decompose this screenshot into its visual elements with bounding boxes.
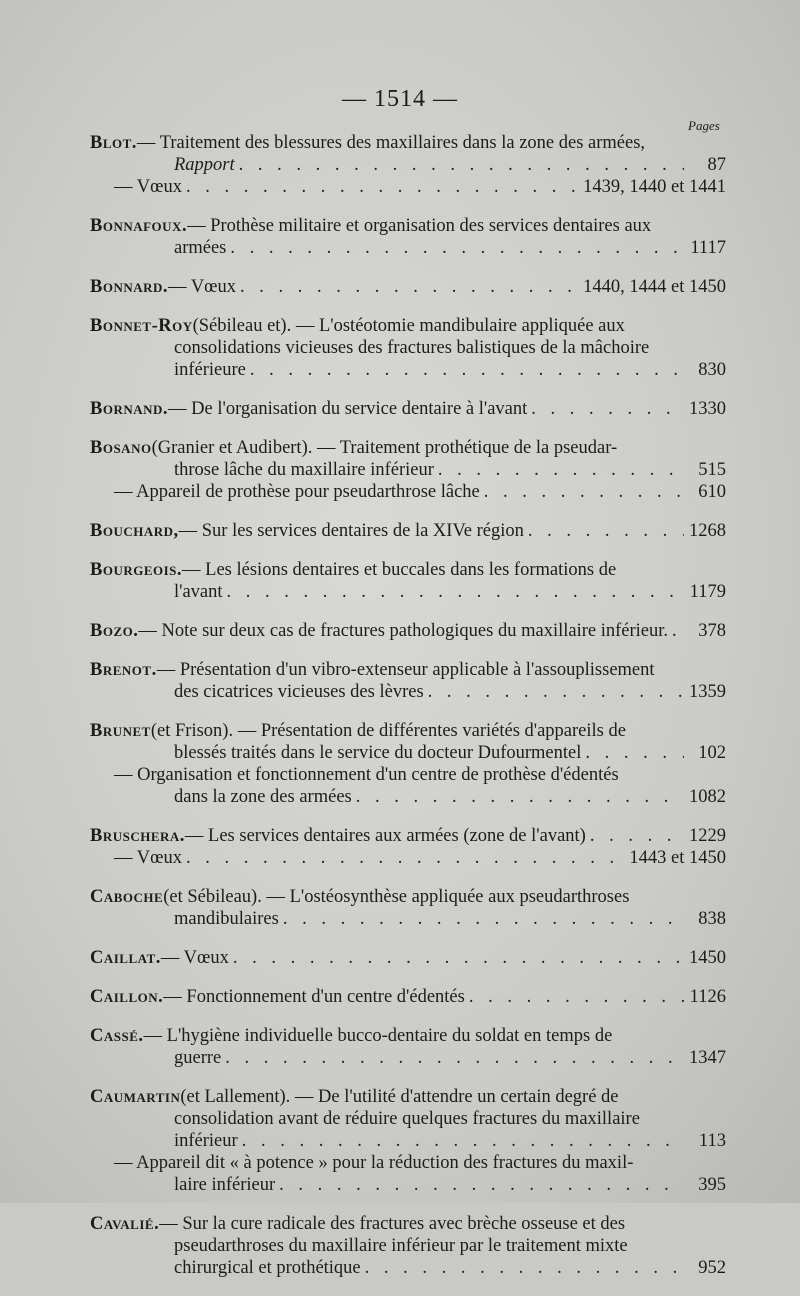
entry-line (90, 720, 726, 742)
entry-text: armées (174, 238, 227, 258)
entry-text: — De l'organisation du service dentaire à l'avant (168, 399, 528, 419)
entry-author: Bosano (90, 438, 152, 458)
entry-page-number: 1082 (689, 787, 726, 807)
index-entry (90, 947, 726, 969)
entry-page-number: 838 (698, 909, 726, 929)
entry-page-number: 515 (698, 460, 726, 480)
entry-page-number: 395 (698, 1175, 726, 1195)
index-entry (90, 215, 726, 259)
entry-page-number: 87 (707, 155, 726, 175)
dot-leader (242, 1130, 684, 1152)
entry-page-number: 1439, 1440 et 1441 (583, 177, 726, 197)
entry-text: — Appareil de prothèse pour pseudarthrose lâche (114, 482, 480, 502)
index-entry (90, 659, 726, 703)
dot-leader (484, 481, 684, 503)
index-entry (90, 437, 726, 503)
entry-author: Brunet (90, 721, 151, 741)
entry-line (90, 437, 726, 459)
entry-text: Rapport (174, 155, 235, 175)
entry-text: blessés traités dans le service du docteur Dufourmentel (174, 743, 582, 763)
entry-text: — Présentation d'un vibro-extenseur applicable à l'assouplissement (156, 660, 655, 680)
entry-line (90, 786, 726, 808)
entry-line (90, 1213, 726, 1235)
entry-text: (et Frison). — Présentation de différentes variétés d'appareils de (150, 721, 626, 741)
dot-leader (672, 620, 684, 642)
entry-page-number: 1179 (689, 582, 726, 602)
index-entries (90, 132, 726, 1296)
dot-leader (186, 847, 625, 869)
entry-line (90, 176, 726, 198)
entry-text: (Sébileau et). — L'ostéotomie mandibulaire appliquée aux (192, 316, 625, 336)
entry-text: — Traitement des blessures des maxillaires dans la zone des armées, (136, 133, 646, 153)
entry-page-number: 1347 (689, 1048, 726, 1068)
entry-text: throse lâche du maxillaire inférieur (174, 460, 434, 480)
entry-text: — L'hygiène individuelle bucco-dentaire du soldat en temps de (143, 1026, 613, 1046)
entry-line (90, 276, 726, 298)
entry-author: Caumartin (90, 1087, 181, 1107)
entry-author: Bonnard. (90, 277, 169, 297)
index-entry (90, 620, 726, 642)
entry-page-number: 1229 (689, 826, 726, 846)
entry-line (90, 237, 726, 259)
entry-text: — Sur la cure radicale des fractures avec brèche osseuse et des (159, 1214, 626, 1234)
entry-author: Bonnet-Roy (90, 316, 193, 336)
entry-text: pseudarthroses du maxillaire inférieur par le traitement mixte (174, 1236, 628, 1256)
dot-leader (239, 154, 684, 176)
index-entry (90, 1086, 726, 1196)
entry-line (90, 1235, 726, 1257)
entry-page-number: 1443 et 1450 (629, 848, 726, 868)
entry-line (90, 154, 726, 176)
entry-text: — Fonctionnement d'un centre d'édentés (163, 987, 465, 1007)
entry-text: consolidation avant de réduire quelques fractures du maxillaire (174, 1109, 640, 1129)
entry-text: — Vœux (114, 177, 183, 197)
entry-text: — Prothèse militaire et organisation des services dentaires aux (187, 216, 652, 236)
dot-leader (225, 1047, 684, 1069)
entry-text: — Vœux (160, 948, 229, 968)
entry-page-number: 1440, 1444 et 1450 (583, 277, 726, 297)
entry-page-number: 1359 (689, 682, 726, 702)
dot-leader (356, 786, 684, 808)
dot-leader (531, 398, 684, 420)
entry-line (90, 659, 726, 681)
entry-text: laire inférieur (174, 1175, 276, 1195)
entry-line (90, 215, 726, 237)
entry-author: Bozo. (90, 621, 139, 641)
entry-text: (et Lallement). — De l'utilité d'attendre un certain degré de (180, 1087, 619, 1107)
entry-author: Blot. (90, 133, 137, 153)
entry-author: Bonnafoux. (90, 216, 188, 236)
entry-line (90, 1130, 726, 1152)
index-entry (90, 398, 726, 420)
entry-line (90, 764, 726, 786)
index-entry (90, 276, 726, 298)
entry-line (90, 520, 726, 542)
entry-text: guerre (174, 1048, 222, 1068)
dot-leader (283, 908, 684, 930)
dot-leader (230, 237, 684, 259)
index-entry (90, 886, 726, 930)
entry-line (90, 1108, 726, 1130)
entry-text: — Vœux (168, 277, 237, 297)
dot-leader (186, 176, 579, 198)
entry-line (90, 847, 726, 869)
entry-line (90, 986, 726, 1008)
entry-author: Caillon. (90, 987, 164, 1007)
entry-author: Bouchard, (90, 521, 179, 541)
entry-text: dans la zone des armées (174, 787, 352, 807)
entry-page-number: 610 (698, 482, 726, 502)
dot-leader (279, 1174, 684, 1196)
dot-leader (585, 742, 684, 764)
entry-text: — Organisation et fonctionnement d'un centre de prothèse d'édentés (114, 765, 619, 785)
dot-leader (438, 459, 684, 481)
dot-leader (233, 947, 684, 969)
index-entry (90, 720, 726, 808)
entry-line (90, 559, 726, 581)
entry-page-number: 113 (698, 1131, 726, 1151)
entry-text: — Vœux (114, 848, 183, 868)
entry-author: Bourgeois. (90, 560, 183, 580)
entry-text: — Sur les services dentaires de la XIVe région (178, 521, 524, 541)
entry-line (90, 908, 726, 930)
index-entry (90, 559, 726, 603)
entry-line (90, 398, 726, 420)
entry-line (90, 1174, 726, 1196)
entry-text: chirurgical et prothétique (174, 1258, 361, 1278)
entry-author: Caillat. (90, 948, 161, 968)
entry-author: Caboche (90, 887, 164, 907)
entry-line (90, 947, 726, 969)
dot-leader (469, 986, 684, 1008)
entry-line (90, 1047, 726, 1069)
entry-page-number: 378 (698, 621, 726, 641)
entry-line (90, 337, 726, 359)
entry-line (90, 581, 726, 603)
entry-page-number: 952 (698, 1258, 726, 1278)
entry-author: Bruschera. (90, 826, 185, 846)
dot-leader (590, 825, 684, 847)
entry-author: Cavalié. (90, 1214, 160, 1234)
entry-page-number: 1117 (690, 238, 726, 258)
entry-text: des cicatrices vicieuses des lèvres (174, 682, 424, 702)
entry-line (90, 132, 726, 154)
entry-line (90, 315, 726, 337)
entry-text: inférieur (174, 1131, 238, 1151)
entry-author: Cassé. (90, 1026, 144, 1046)
entry-text: inférieure (174, 360, 246, 380)
entry-line (90, 459, 726, 481)
entry-line (90, 1025, 726, 1047)
page-number: — 1514 — (342, 86, 458, 112)
entry-line (90, 681, 726, 703)
index-entry (90, 132, 726, 198)
entry-text: — Les services dentaires aux armées (zone de l'avant) (184, 826, 586, 846)
entry-page-number: 102 (698, 743, 726, 763)
entry-line (90, 481, 726, 503)
entry-page-number: 1268 (689, 521, 726, 541)
pages-column-label: Pages (688, 118, 720, 133)
entry-text: — Appareil dit « à potence » pour la réduction des fractures du maxil- (114, 1153, 634, 1173)
entry-author: Bornand. (90, 399, 169, 419)
entry-line (90, 359, 726, 381)
index-entry (90, 520, 726, 542)
dot-leader (428, 681, 684, 703)
entry-line (90, 742, 726, 764)
entry-line (90, 1257, 726, 1279)
index-entry (90, 1213, 726, 1279)
entry-page-number: 1126 (689, 987, 726, 1007)
index-entry (90, 1025, 726, 1069)
entry-author: Brenot. (90, 660, 157, 680)
dot-leader (240, 276, 579, 298)
entry-line (90, 1086, 726, 1108)
entry-text: (et Sébileau). — L'ostéosynthèse appliquée aux pseudarthroses (163, 887, 630, 907)
dot-leader (250, 359, 684, 381)
index-entry (90, 986, 726, 1008)
index-entry (90, 825, 726, 869)
entry-text: (Granier et Audibert). — Traitement prothétique de la pseudar- (151, 438, 618, 458)
dot-leader (528, 520, 684, 542)
entry-line (90, 1152, 726, 1174)
entry-text: — Les lésions dentaires et buccales dans les formations de (182, 560, 617, 580)
entry-text: mandibulaires (174, 909, 279, 929)
entry-page-number: 1330 (689, 399, 726, 419)
entry-text: l'avant (174, 582, 223, 602)
dot-leader (365, 1257, 684, 1279)
dot-leader (227, 581, 684, 603)
index-entry (90, 315, 726, 381)
entry-text: — Note sur deux cas de fractures pathologiques du maxillaire inférieur. (138, 621, 669, 641)
entry-page-number: 830 (698, 360, 726, 380)
entry-page-number: 1450 (689, 948, 726, 968)
entry-line (90, 825, 726, 847)
entry-line (90, 886, 726, 908)
entry-line (90, 620, 726, 642)
entry-text: consolidations vicieuses des fractures balistiques de la mâchoire (174, 338, 650, 358)
